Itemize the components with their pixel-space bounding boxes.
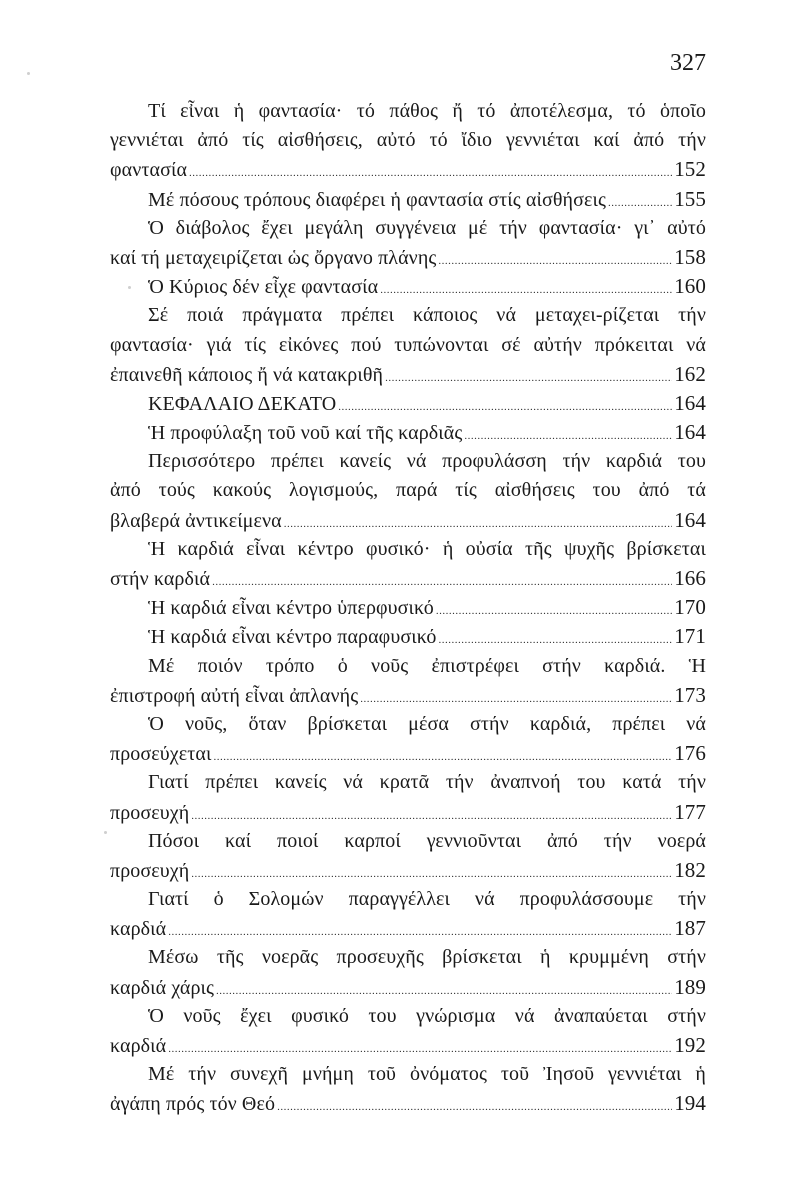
toc-entry-last-line bbox=[110, 622, 706, 651]
toc-entry-line: Πόσοι καί ποιοί καρποί γεννιοῦνται ἀπό τήν νοερά bbox=[148, 829, 706, 852]
toc-entry-line: Ὁ νοῦς ἔχει φυσικό του γνώρισμα νά ἀναπαύεται στήν bbox=[148, 1004, 706, 1027]
toc-entry-title: ἐπαινεθῆ κάποιος ἤ νά κατακριθῆ bbox=[110, 363, 384, 386]
toc-entry-title: καρδιά bbox=[110, 918, 167, 941]
toc-entry bbox=[110, 593, 706, 622]
toc-entry-title: στήν καρδιά bbox=[110, 568, 211, 590]
toc-entry-title: καρδιά χάρις bbox=[110, 976, 215, 999]
toc-entry-line: φαντασία· γιά τίς εἰκόνες πού τυπώνονται σέ αὐτήν πρόκειται νά bbox=[110, 333, 706, 356]
toc-entry-last-line bbox=[110, 506, 706, 535]
toc-entry-last-line bbox=[110, 243, 706, 272]
toc-entry-line: Μέ τήν συνεχῆ μνήμη τοῦ ὀνόματος τοῦ Ἰησοῦ γεννιέται ἡ bbox=[148, 1063, 706, 1086]
toc-entry-title: βλαβερά ἀντικείμενα bbox=[110, 509, 282, 532]
toc-entry-line: Σέ ποιά πράγματα πρέπει κάποιος νά μεταχει-ρίζεται τήν bbox=[148, 304, 706, 327]
toc-entry-line: Μέσω τῆς νοερᾶς προσευχῆς βρίσκεται ἡ κρυμμένη στήν bbox=[148, 946, 706, 969]
toc-entry-line: Γιατί πρέπει κανείς νά κρατᾶ τήν ἀναπνοή του κατά τήν bbox=[148, 771, 706, 794]
toc-entry-title: καί τή μεταχειρίζεται ὡς ὄργανο πλάνης bbox=[110, 246, 437, 269]
toc-entry bbox=[110, 768, 706, 826]
toc-entry-title: καρδιά bbox=[110, 1035, 167, 1057]
toc-page-number: 164 bbox=[674, 420, 706, 445]
toc-entry bbox=[110, 1002, 706, 1060]
toc-page-number: 152 bbox=[674, 157, 706, 182]
toc-entry-last-line bbox=[110, 155, 706, 184]
toc-entry-last-line bbox=[110, 681, 706, 710]
toc-page-number: 176 bbox=[674, 741, 706, 766]
toc-entry bbox=[110, 418, 706, 447]
toc-entry bbox=[110, 710, 706, 768]
toc-entry-title: ΚΕΦΑΛΑΙΟ ΔΕΚΑΤΟ bbox=[148, 392, 337, 415]
toc-entry-line: Γιατί ὁ Σολομών παραγγέλλει νά προφυλάσσουμε τήν bbox=[148, 888, 706, 911]
toc-entry-title: Ἡ καρδιά εἶναι κέντρο ὑπερφυσικό bbox=[148, 597, 434, 620]
toc-page-number: 173 bbox=[674, 682, 706, 707]
toc-entry bbox=[110, 272, 706, 301]
toc-entry-last-line bbox=[110, 389, 706, 418]
toc-entry-title: Μέ πόσους τρόπους διαφέρει ἡ φαντασία στίς αἰσθήσεις bbox=[148, 188, 606, 211]
toc-entry-last-line bbox=[110, 856, 706, 885]
toc-entry-last-line bbox=[110, 798, 706, 827]
toc-page-number: 155 bbox=[674, 186, 706, 211]
toc-entry-title: ἐπιστροφή αὐτή εἶναι ἀπλανής bbox=[110, 684, 359, 707]
toc-entry-last-line bbox=[110, 564, 706, 593]
toc-entry-last-line bbox=[110, 973, 706, 1002]
toc-entry bbox=[110, 301, 706, 389]
toc-entry-last-line bbox=[110, 360, 706, 389]
dot-leader bbox=[338, 393, 672, 422]
toc-entry-last-line bbox=[110, 739, 706, 768]
toc-entry-last-line bbox=[110, 1089, 706, 1118]
toc-entry-last-line bbox=[110, 593, 706, 622]
dot-leader bbox=[277, 1093, 672, 1122]
toc-entry bbox=[110, 447, 706, 535]
toc-entry-line: γεννιέται ἀπό τίς αἰσθήσεις, αὐτό τό ἴδιο γεννιέται καί ἀπό τήν bbox=[110, 129, 706, 152]
scan-speck bbox=[104, 831, 107, 834]
toc-entry bbox=[110, 97, 706, 185]
dot-leader bbox=[189, 159, 672, 188]
toc-entry-title: Ἡ προφύλαξη τοῦ νοῦ καί τῆς καρδιᾶς bbox=[148, 422, 463, 445]
toc-entry-line: ἀπό τούς κακούς λογισμούς, παρά τίς αἰσθήσεις του ἀπό τά bbox=[110, 479, 706, 502]
toc-page-number: 194 bbox=[674, 1091, 706, 1116]
dot-leader bbox=[436, 597, 672, 626]
toc-entry bbox=[110, 185, 706, 214]
toc-entry bbox=[110, 885, 706, 943]
toc-entry bbox=[110, 1060, 706, 1118]
toc-page-number: 164 bbox=[674, 390, 706, 415]
dot-leader bbox=[385, 364, 672, 393]
toc-entry bbox=[110, 389, 706, 418]
toc-entry-title: ἀγάπη πρός τόν Θεό bbox=[110, 1093, 276, 1116]
toc-entry-last-line bbox=[110, 272, 706, 301]
toc-entry bbox=[110, 827, 706, 885]
toc-entry-last-line bbox=[110, 418, 706, 447]
toc-entry-line: Περισσότερο πρέπει κανείς νά προφυλάσση τήν καρδιά του bbox=[148, 450, 706, 473]
toc-page-number: 177 bbox=[674, 799, 706, 824]
toc-page-number: 162 bbox=[674, 361, 706, 386]
toc-entry-title: Ὁ Κύριος δέν εἶχε φαντασία bbox=[148, 276, 379, 299]
toc-page-number: 160 bbox=[674, 274, 706, 299]
toc-entry-line: Ὁ διάβολος ἔχει μεγάλη συγγένεια μέ τήν φαντασία· γι᾽ αὐτό bbox=[148, 216, 706, 239]
toc-page-number: 192 bbox=[674, 1033, 706, 1057]
scan-speck bbox=[27, 72, 30, 75]
toc-page-number: 158 bbox=[674, 244, 706, 269]
toc-page-number: 187 bbox=[674, 916, 706, 941]
toc-entry-line: Ἡ καρδιά εἶναι κέντρο φυσικό· ἡ οὐσία τῆς ψυχῆς βρίσκεται bbox=[148, 537, 706, 560]
toc-entry-title: φαντασία bbox=[110, 159, 188, 182]
toc-entry-last-line bbox=[110, 185, 706, 214]
page-number: 327 bbox=[670, 50, 706, 76]
toc-page-number: 189 bbox=[674, 974, 706, 999]
toc-entry-line: Μέ ποιόν τρόπο ὁ νοῦς ἐπιστρέφει στήν καρδιά. Ἡ bbox=[148, 654, 706, 677]
toc-entry bbox=[110, 943, 706, 1001]
toc-entry bbox=[110, 622, 706, 651]
toc-entry-title: Ἡ καρδιά εἶναι κέντρο παραφυσικό bbox=[148, 626, 437, 649]
toc-page-number: 182 bbox=[674, 857, 706, 882]
dot-leader bbox=[212, 568, 672, 597]
toc-entry-title: προσευχή bbox=[110, 859, 190, 882]
toc-entry-line: Ὁ νοῦς, ὅταν βρίσκεται μέσα στήν καρδιά, πρέπει νά bbox=[148, 712, 706, 735]
toc-entry bbox=[110, 652, 706, 710]
dot-leader bbox=[438, 247, 672, 276]
toc-page-number: 166 bbox=[674, 566, 706, 590]
toc-entry bbox=[110, 535, 706, 593]
toc-entry-title: προσεύχεται bbox=[110, 743, 212, 766]
toc-page-number: 170 bbox=[674, 595, 706, 620]
toc-page-number: 171 bbox=[674, 624, 706, 649]
toc-entry-title: προσευχή bbox=[110, 801, 190, 824]
toc-entry-last-line bbox=[110, 914, 706, 943]
table-of-contents bbox=[110, 97, 706, 1119]
toc-entry-last-line bbox=[110, 1031, 706, 1060]
toc-page-number: 164 bbox=[674, 507, 706, 532]
toc-entry-line: Τί εἶναι ἡ φαντασία· τό πάθος ἤ τό ἀποτέλεσμα, τό ὁποῖο bbox=[148, 100, 706, 122]
toc-entry bbox=[110, 214, 706, 272]
